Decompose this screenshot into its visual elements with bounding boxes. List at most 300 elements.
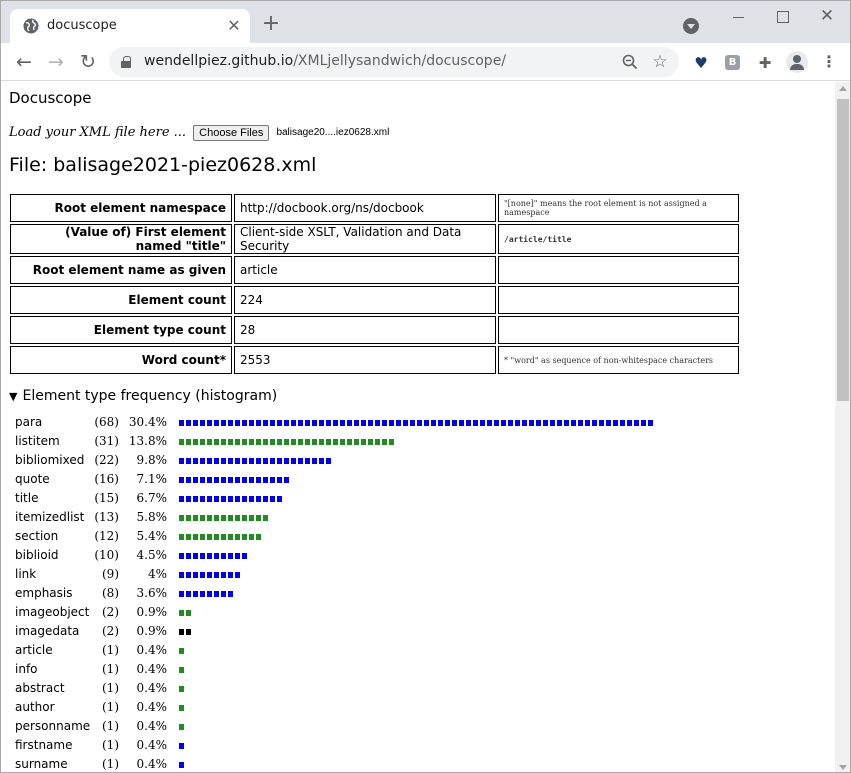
bar-square — [179, 648, 184, 654]
bar-square — [291, 458, 296, 464]
extensions-puzzle-icon[interactable]: ✚ — [758, 54, 772, 72]
scroll-up-arrow-icon[interactable] — [839, 86, 847, 91]
element-percent: 7.1% — [136, 472, 167, 486]
summary-row — [10, 346, 739, 374]
bar-square — [179, 667, 184, 673]
element-count: (1) — [102, 643, 119, 657]
app-title: Docuscope — [9, 89, 92, 107]
element-percent: 13.8% — [128, 434, 167, 448]
bar-square — [235, 515, 240, 521]
bar-square — [221, 572, 226, 578]
bar-square — [186, 515, 191, 521]
bar-square — [529, 420, 534, 426]
bar-square — [228, 439, 233, 445]
bar-square — [340, 439, 345, 445]
element-percent: 6.7% — [136, 491, 167, 505]
address-bar[interactable] — [109, 47, 679, 77]
element-count: (9) — [102, 567, 119, 581]
histogram-row — [15, 545, 815, 564]
bar-square — [200, 477, 205, 483]
bar-square — [242, 515, 247, 521]
bar-square — [277, 458, 282, 464]
frequency-bar — [179, 477, 291, 483]
bar-square — [403, 420, 408, 426]
load-file-row — [9, 122, 389, 140]
bar-square — [270, 477, 275, 483]
forward-arrow-icon[interactable]: → — [48, 51, 64, 73]
bar-square — [228, 420, 233, 426]
element-percent: 4% — [147, 567, 167, 581]
bar-square — [249, 439, 254, 445]
bar-square — [284, 439, 289, 445]
bar-square — [179, 458, 184, 464]
bar-square — [221, 534, 226, 540]
element-name: quote — [15, 472, 50, 486]
bar-square — [305, 439, 310, 445]
element-percent: 3.6% — [136, 586, 167, 600]
frequency-bar — [179, 458, 333, 464]
bar-square — [200, 553, 205, 559]
element-name: author — [15, 700, 55, 714]
scroll-down-arrow-icon[interactable] — [839, 765, 847, 770]
summary-key: Root element name as given — [10, 256, 232, 284]
bar-square — [179, 439, 184, 445]
bar-square — [270, 496, 275, 502]
summary-row — [10, 194, 739, 222]
bar-square — [382, 420, 387, 426]
bar-square — [242, 534, 247, 540]
frequency-bar — [179, 591, 235, 597]
bar-square — [186, 439, 191, 445]
bar-square — [396, 420, 401, 426]
summary-note — [498, 316, 739, 344]
bar-square — [179, 477, 184, 483]
bar-square — [200, 496, 205, 502]
bar-square — [312, 439, 317, 445]
summary-key: Root element namespace — [10, 194, 232, 222]
bar-square — [207, 477, 212, 483]
bar-square — [368, 420, 373, 426]
bar-square — [235, 420, 240, 426]
bar-square — [354, 439, 359, 445]
element-percent: 9.8% — [136, 453, 167, 467]
vertical-scrollbar[interactable] — [835, 82, 851, 773]
histogram-row — [15, 602, 815, 621]
bar-square — [214, 458, 219, 464]
summary-row — [10, 316, 739, 344]
summary-key: (Value of) First element named "title" — [10, 224, 232, 254]
lock-icon — [121, 56, 131, 68]
element-count: (12) — [94, 529, 119, 543]
bar-square — [221, 496, 226, 502]
bar-square — [207, 515, 212, 521]
bar-square — [235, 553, 240, 559]
scroll-thumb[interactable] — [837, 99, 849, 401]
bar-square — [522, 420, 527, 426]
bar-square — [291, 420, 296, 426]
page-content — [1, 82, 835, 773]
bar-square — [207, 553, 212, 559]
bar-square — [319, 439, 324, 445]
bar-square — [242, 496, 247, 502]
histogram-row — [15, 754, 815, 773]
frequency-bar — [179, 553, 249, 559]
bar-square — [585, 420, 590, 426]
histogram-row — [15, 735, 815, 754]
summary-key: Word count* — [10, 346, 232, 374]
bar-square — [480, 420, 485, 426]
bar-square — [613, 420, 618, 426]
summary-value: 28 — [234, 316, 496, 344]
histogram-row — [15, 564, 815, 583]
bar-square — [249, 515, 254, 521]
tab-search-icon[interactable] — [683, 18, 699, 34]
bar-square — [249, 458, 254, 464]
bar-square — [179, 591, 184, 597]
bar-square — [410, 420, 415, 426]
bar-square — [200, 420, 205, 426]
bar-square — [193, 515, 198, 521]
bar-square — [228, 572, 233, 578]
histogram-row — [15, 412, 815, 431]
bar-square — [186, 591, 191, 597]
bar-square — [277, 420, 282, 426]
new-tab-button[interactable]: + — [261, 11, 281, 36]
bar-square — [382, 439, 387, 445]
bar-square — [221, 591, 226, 597]
back-arrow-icon[interactable]: ← — [16, 51, 32, 73]
bar-square — [200, 591, 205, 597]
bar-square — [179, 743, 184, 749]
bar-square — [179, 610, 184, 616]
element-percent: 0.9% — [136, 605, 167, 619]
bar-square — [200, 534, 205, 540]
bar-square — [347, 420, 352, 426]
frequency-bar — [179, 534, 263, 540]
element-percent: 0.4% — [136, 719, 167, 733]
bar-square — [494, 420, 499, 426]
bar-square — [564, 420, 569, 426]
load-file-label: Load your XML file here ... — [9, 125, 187, 140]
tab-title: docuscope — [47, 18, 117, 33]
element-percent: 0.4% — [136, 681, 167, 695]
element-percent: 0.9% — [136, 624, 167, 638]
element-name: title — [15, 491, 39, 505]
element-percent: 30.4% — [128, 415, 167, 429]
bar-square — [235, 458, 240, 464]
bar-square — [228, 496, 233, 502]
tab-docuscope[interactable] — [10, 9, 250, 43]
summary-note — [498, 286, 739, 314]
bar-square — [179, 762, 184, 768]
frequency-bar — [179, 762, 186, 768]
element-name: para — [15, 415, 43, 429]
bar-square — [221, 477, 226, 483]
minimize-icon[interactable] — [728, 7, 750, 27]
bar-square — [515, 420, 520, 426]
bar-square — [361, 420, 366, 426]
bar-square — [200, 439, 205, 445]
bar-square — [179, 553, 184, 559]
bar-square — [193, 458, 198, 464]
bar-square — [648, 420, 653, 426]
bar-square — [221, 420, 226, 426]
bar-square — [179, 705, 184, 711]
element-percent: 4.5% — [136, 548, 167, 562]
element-name: section — [15, 529, 59, 543]
element-count: (10) — [94, 548, 119, 562]
bar-square — [193, 534, 198, 540]
bar-square — [235, 439, 240, 445]
bar-square — [333, 439, 338, 445]
element-percent: 0.4% — [136, 738, 167, 752]
frequency-bar — [179, 705, 186, 711]
element-count: (1) — [102, 738, 119, 752]
histogram-title: Element type frequency (histogram) — [22, 388, 278, 404]
frequency-bar — [179, 667, 186, 673]
frequency-bar — [179, 496, 284, 502]
bar-square — [312, 420, 317, 426]
bar-square — [228, 477, 233, 483]
element-count: (2) — [102, 605, 119, 619]
bar-square — [249, 420, 254, 426]
bar-square — [361, 439, 366, 445]
element-name: link — [15, 567, 37, 581]
bar-square — [431, 420, 436, 426]
profile-avatar-icon[interactable] — [786, 51, 808, 73]
histogram-row — [15, 488, 815, 507]
bar-square — [466, 420, 471, 426]
bar-square — [319, 458, 324, 464]
password-key-icon[interactable]: ♥ — [694, 54, 708, 72]
frequency-bar — [179, 629, 193, 635]
menu-dots-icon[interactable]: ⋮ — [821, 52, 837, 71]
bar-square — [179, 420, 184, 426]
bar-square — [578, 420, 583, 426]
bar-square — [599, 420, 604, 426]
element-name: info — [15, 662, 38, 676]
histogram-row — [15, 678, 815, 697]
element-name: firstname — [15, 738, 73, 752]
element-count: (68) — [94, 415, 119, 429]
bar-square — [284, 477, 289, 483]
bar-square — [424, 420, 429, 426]
bar-square — [508, 420, 513, 426]
summary-table — [8, 192, 741, 376]
bar-square — [256, 420, 261, 426]
url-path: /XMLjellysandwich/docuscope/ — [293, 53, 507, 69]
choose-files-button[interactable]: Choose Files — [193, 125, 269, 141]
bar-square — [326, 439, 331, 445]
summary-note: * "word" as sequence of non-whitespace characters — [498, 346, 739, 374]
histogram-row — [15, 526, 815, 545]
bar-square — [200, 515, 205, 521]
browser-toolbar — [1, 43, 851, 81]
window-close-icon[interactable]: ✕ — [819, 6, 835, 26]
bar-square — [270, 439, 275, 445]
histogram-row — [15, 583, 815, 602]
bar-square — [186, 610, 191, 616]
element-count: (1) — [102, 719, 119, 733]
bar-square — [214, 420, 219, 426]
summary-note: "[none]" means the root element is not assigned a namespace — [498, 194, 739, 222]
bar-square — [305, 458, 310, 464]
element-count: (15) — [94, 491, 119, 505]
bar-square — [193, 553, 198, 559]
bar-square — [326, 420, 331, 426]
bar-square — [214, 534, 219, 540]
bar-square — [193, 477, 198, 483]
bar-square — [375, 439, 380, 445]
bar-square — [270, 420, 275, 426]
zoom-out-icon[interactable] — [621, 53, 639, 71]
summary-row — [10, 286, 739, 314]
bar-square — [249, 477, 254, 483]
summary-value: Client-side XSLT, Validation and Data Security — [234, 224, 496, 254]
bar-square — [326, 458, 331, 464]
bar-square — [256, 458, 261, 464]
bar-square — [179, 515, 184, 521]
bar-square — [207, 534, 212, 540]
bar-square — [277, 439, 282, 445]
bar-square — [186, 496, 191, 502]
frequency-bar — [179, 572, 242, 578]
bar-square — [473, 420, 478, 426]
bar-square — [501, 420, 506, 426]
histogram-summary[interactable] — [9, 388, 277, 404]
bar-square — [200, 458, 205, 464]
bar-square — [193, 572, 198, 578]
bar-square — [186, 629, 191, 635]
element-name: surname — [15, 757, 68, 771]
bar-square — [186, 458, 191, 464]
bar-square — [256, 477, 261, 483]
bar-square — [235, 572, 240, 578]
bar-square — [214, 496, 219, 502]
bar-square — [214, 591, 219, 597]
element-count: (1) — [102, 662, 119, 676]
bar-square — [242, 477, 247, 483]
bar-square — [592, 420, 597, 426]
bar-square — [298, 420, 303, 426]
bar-square — [270, 458, 275, 464]
bar-square — [186, 553, 191, 559]
bar-square — [186, 420, 191, 426]
bar-square — [228, 553, 233, 559]
bar-square — [550, 420, 555, 426]
bar-square — [207, 572, 212, 578]
bar-square — [193, 420, 198, 426]
bar-square — [235, 534, 240, 540]
extension-b-icon[interactable]: B — [725, 55, 740, 70]
frequency-bar — [179, 439, 396, 445]
maximize-icon[interactable] — [771, 7, 793, 27]
frequency-bar — [179, 743, 186, 749]
bar-square — [242, 458, 247, 464]
summary-note: /article/title — [498, 224, 739, 254]
element-percent: 0.4% — [136, 700, 167, 714]
summary-row — [10, 224, 739, 254]
bar-square — [214, 477, 219, 483]
bar-square — [186, 534, 191, 540]
disclosure-triangle-icon[interactable]: ▼ — [9, 390, 18, 403]
element-name: listitem — [15, 434, 60, 448]
summary-value: 224 — [234, 286, 496, 314]
bar-square — [179, 724, 184, 730]
element-count: (13) — [94, 510, 119, 524]
url-host: wendellpiez.github.io — [144, 53, 294, 69]
tab-strip — [1, 1, 851, 43]
summary-note — [498, 256, 739, 284]
tab-close-icon[interactable]: ✕ — [227, 16, 241, 35]
reload-icon[interactable]: ↻ — [80, 51, 96, 73]
bar-square — [179, 629, 184, 635]
bar-square — [263, 458, 268, 464]
url-text[interactable] — [144, 53, 506, 69]
frequency-bar — [179, 686, 186, 692]
bar-square — [571, 420, 576, 426]
histogram-row — [15, 716, 815, 735]
summary-value: http://docbook.org/ns/docbook — [234, 194, 496, 222]
bar-square — [249, 496, 254, 502]
bar-square — [207, 496, 212, 502]
bar-square — [620, 420, 625, 426]
bar-square — [312, 458, 317, 464]
bar-square — [627, 420, 632, 426]
element-count: (16) — [94, 472, 119, 486]
bar-square — [438, 420, 443, 426]
summary-key: Element count — [10, 286, 232, 314]
bar-square — [249, 534, 254, 540]
bar-square — [452, 420, 457, 426]
bar-square — [319, 420, 324, 426]
frequency-bar — [179, 610, 193, 616]
bar-square — [256, 496, 261, 502]
element-count: (1) — [102, 757, 119, 771]
bar-square — [207, 458, 212, 464]
element-name: biblioid — [15, 548, 59, 562]
bar-square — [487, 420, 492, 426]
bar-square — [179, 686, 184, 692]
bar-square — [284, 458, 289, 464]
histogram — [15, 412, 815, 773]
bar-square — [207, 420, 212, 426]
globe-icon — [23, 18, 39, 34]
element-count: (31) — [94, 434, 119, 448]
bar-square — [214, 439, 219, 445]
bar-square — [214, 553, 219, 559]
bar-square — [221, 553, 226, 559]
bar-square — [445, 420, 450, 426]
frequency-bar — [179, 648, 186, 654]
bar-square — [256, 515, 261, 521]
element-name: personname — [15, 719, 91, 733]
element-count: (2) — [102, 624, 119, 638]
summary-value: 2553 — [234, 346, 496, 374]
histogram-row — [15, 507, 815, 526]
chosen-file-name: balisage20....iez0628.xml — [276, 127, 390, 138]
bar-square — [193, 591, 198, 597]
bookmark-star-icon[interactable]: ☆ — [652, 52, 668, 72]
bar-square — [368, 439, 373, 445]
bar-square — [263, 496, 268, 502]
bar-square — [235, 477, 240, 483]
bar-square — [536, 420, 541, 426]
element-count: (22) — [94, 453, 119, 467]
element-name: emphasis — [15, 586, 73, 600]
bar-square — [221, 439, 226, 445]
bar-square — [214, 572, 219, 578]
